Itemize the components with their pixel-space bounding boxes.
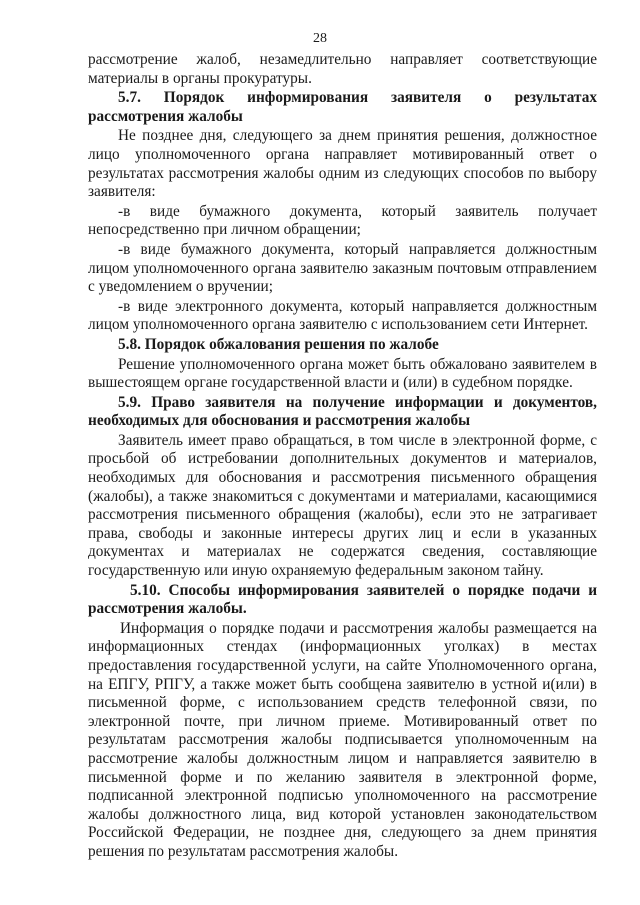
paragraph: Информация о порядке подачи и рассмотрения жалобы размещается на информационных стендах (информационных уголках) в местах предоставления государственной услуги, на сайте Уполномоченного органа, на ЕПГУ, РПГУ, а также может быть сообщена заявителю в устной и(или) в письменной форме, с использованием средств телефонной связи, по электронной почте, при личном приеме. Мотивированный ответ по результатам рассмотрения жалобы подписывается уполномоченным на рассмотрение жалобы должностным лицом и направляется заявителю в письменной форме и по желанию заявителя в электронной форме, подписанной электронной подписью уполномоченного на рассмотрение жалобы должностного лица, вид которой установлен законодательством Российской Федерации, не позднее дня, следующего за днем принятия решения по результатам рассмотрения жалобы. [88, 619, 597, 860]
section-heading-5-7 [88, 89, 597, 126]
section-title: Порядок информирования заявителя о результатах рассмотрения жалобы [88, 89, 598, 125]
page-number: 28 [313, 31, 327, 46]
paragraph: Решение уполномоченного органа может быть обжаловано заявителем в вышестоящем органе государственной власти и (или) в судебном порядке. [88, 355, 597, 392]
section-number: 5.7. [118, 89, 141, 107]
paragraph-continuation: рассмотрение жалоб, незамедлительно направляет соответствующие материалы в органы прокуратуры. [88, 51, 597, 87]
section-heading-5-8 [88, 336, 597, 355]
section-number: 5.10. [130, 581, 161, 599]
list-item: -в виде электронного документа, который направляется должностным лицом уполномоченного органа заявителю с использованием сети Интернет. [88, 297, 597, 334]
section-heading-5-9 [88, 394, 597, 431]
section-title: Способы информирования заявителей о порядке подачи и рассмотрения жалобы. [88, 581, 598, 618]
section-title: Право заявителя на получение информации и документов, необходимых для обоснования и рассмотрения жалобы [88, 393, 597, 430]
section-number: 5.8. [118, 335, 141, 353]
list-item: -в виде бумажного документа, который направляется должностным лицом уполномоченного органа заявителю заказным почтовым отправлением с уведомлением о вручении; [88, 240, 597, 296]
section-title: Порядок обжалования решения по жалобе [144, 335, 439, 353]
paragraph: Заявитель имеет право обращаться, в том числе в электронной форме, с просьбой об истребовании дополнительных документов и материалов, необходимых для обоснования и рассмотрения письменного обращения (жалобы), а также знакомиться с документами и материалами, касающимися рассмотрения письменного обращения (жалобы), если это не затрагивает права, свободы и законные интересы других лиц и если в указанных документах и материалах не содержатся сведения, составляющие государственную или иную охраняемую федеральным законом тайну. [88, 431, 597, 580]
list-item: -в виде бумажного документа, который заявитель получает непосредственно при личном обращении; [88, 202, 597, 239]
section-number: 5.9. [118, 393, 141, 411]
paragraph: Не позднее дня, следующего за днем принятия решения, должностное лицо уполномоченного органа направляет мотивированный ответ о результатах рассмотрения жалобы одним из следующих способов по выбору заявителя: [88, 127, 597, 201]
document-body [88, 51, 597, 863]
section-heading-5-10 [88, 582, 597, 619]
